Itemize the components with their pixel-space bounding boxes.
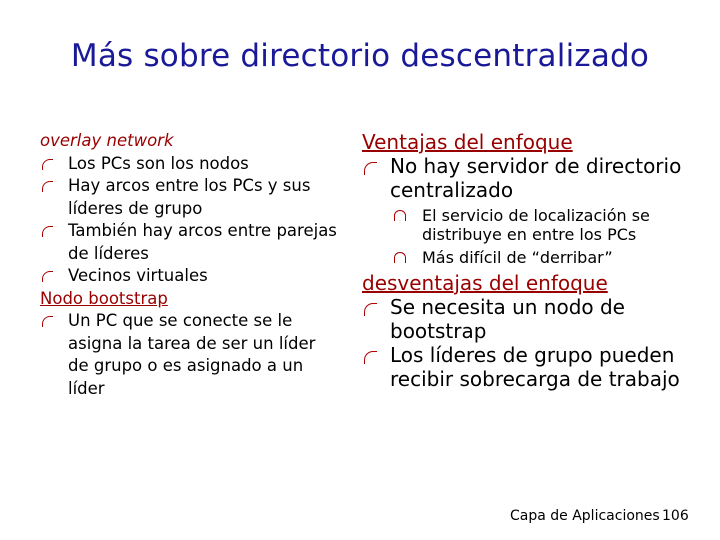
sub-bullet: El servicio de localización se distribuye en entre los PCs [362,206,692,244]
bullet-icon [364,351,377,364]
right-column [362,130,692,391]
page-number: 106 [662,508,689,524]
sub-bullet-icon [394,252,406,263]
footer-text: Capa de Aplicaciones [510,508,660,524]
bootstrap-heading: Nodo bootstrap [40,288,168,308]
right-bullet: Se necesita un nodo de bootstrap [362,295,692,343]
bullet-icon [364,162,377,175]
bullet-icon [364,303,377,316]
bullet-icon [42,271,53,282]
left-bullet: Hay arcos entre los PCs y sus líderes de grupo [40,175,340,220]
ventajas-heading: Ventajas del enfoque [362,130,573,154]
overlay-network-heading: overlay network [40,131,174,150]
left-bullet: Un PC que se conecte se le asigna la tarea de ser un líder de grupo o es asignado a un líder [40,310,340,400]
sub-bullet-icon [394,210,406,221]
left-bullet: Vecinos virtuales [40,265,340,288]
left-bullet: Los PCs son los nodos [40,153,340,176]
right-bullet: Los líderes de grupo pueden recibir sobrecarga de trabajo [362,343,692,391]
bullet-icon [42,181,53,192]
bullet-icon [42,316,53,327]
slide-title: Más sobre directorio descentralizado [70,38,650,74]
bullet-icon [42,159,53,170]
bullet-icon [42,226,53,237]
left-column [40,130,340,400]
desventajas-heading: desventajas del enfoque [362,271,608,295]
right-bullet: No hay servidor de directorio centralizado [362,154,692,202]
sub-bullet: Más difícil de “derribar” [362,248,692,267]
left-bullet: También hay arcos entre parejas de líderes [40,220,340,265]
